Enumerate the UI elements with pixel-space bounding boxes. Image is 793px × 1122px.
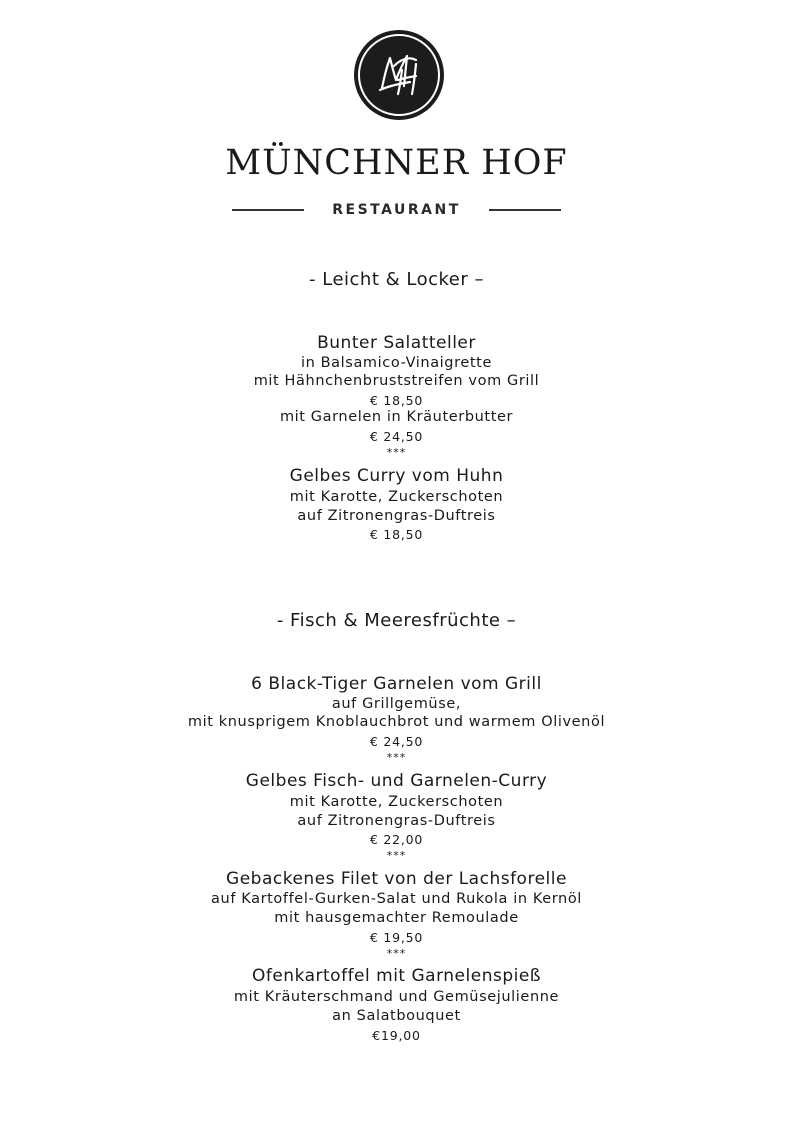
section-title: - Fisch & Meeresfrüchte – — [276, 610, 517, 631]
restaurant-name: MÜNCHNER HOF — [225, 143, 568, 183]
dish-name: Gebackenes Filet von der Lachsforelle — [226, 869, 567, 889]
dish-description: mit hausgemachter Remoulade — [274, 910, 519, 926]
monogram-icon — [354, 30, 444, 120]
dish-description: in Balsamico-Vinaigrette — [301, 355, 492, 371]
dish-description: auf Grillgemüse, — [331, 696, 462, 712]
monogram-logo — [354, 30, 444, 120]
dish-price: € 24,50 — [369, 734, 424, 749]
dish-separator: *** — [386, 751, 407, 764]
subtitle-row — [0, 199, 793, 221]
dish-description: auf Kartoffel-Gurken-Salat und Rukola in Kernöl — [211, 891, 582, 907]
dish-description: mit Karotte, Zuckerschoten — [289, 794, 504, 810]
dish-description: mit Hähnchenbruststreifen vom Grill — [253, 373, 540, 389]
dish-name: Gelbes Curry vom Huhn — [289, 466, 504, 486]
dish-description: auf Zitronengras-Duftreis — [297, 813, 496, 829]
dish-name: Gelbes Fisch- und Garnelen-Curry — [245, 771, 548, 791]
dish-name: Bunter Salatteller — [317, 333, 476, 353]
dish-separator: *** — [386, 849, 407, 862]
dish-description: auf Zitronengras-Duftreis — [297, 508, 496, 524]
dish-name: 6 Black-Tiger Garnelen vom Grill — [251, 674, 542, 694]
dish-price: €19,00 — [372, 1028, 421, 1043]
dish-name: Ofenkartoffel mit Garnelenspieß — [251, 966, 542, 986]
dish-description: an Salatbouquet — [332, 1008, 461, 1024]
dish-description: mit knusprigem Knoblauchbrot und warmem Olivenöl — [187, 714, 606, 730]
dish-option-price: € 24,50 — [369, 429, 424, 444]
divider-right — [489, 209, 561, 211]
dish-option: mit Garnelen in Kräuterbutter — [279, 409, 514, 425]
restaurant-subtitle: RESTAURANT — [332, 202, 461, 218]
dish-price: € 19,50 — [369, 930, 424, 945]
dish-price: € 22,00 — [369, 832, 424, 847]
dish-description: mit Karotte, Zuckerschoten — [289, 489, 504, 505]
dish-separator: *** — [386, 947, 407, 960]
section-title: - Leicht & Locker – — [309, 269, 484, 290]
dish-price: € 18,50 — [369, 393, 424, 408]
dish-separator: *** — [386, 446, 407, 459]
dish-description: mit Kräuterschmand und Gemüsejulienne — [233, 989, 560, 1005]
dish-price: € 18,50 — [369, 527, 424, 542]
